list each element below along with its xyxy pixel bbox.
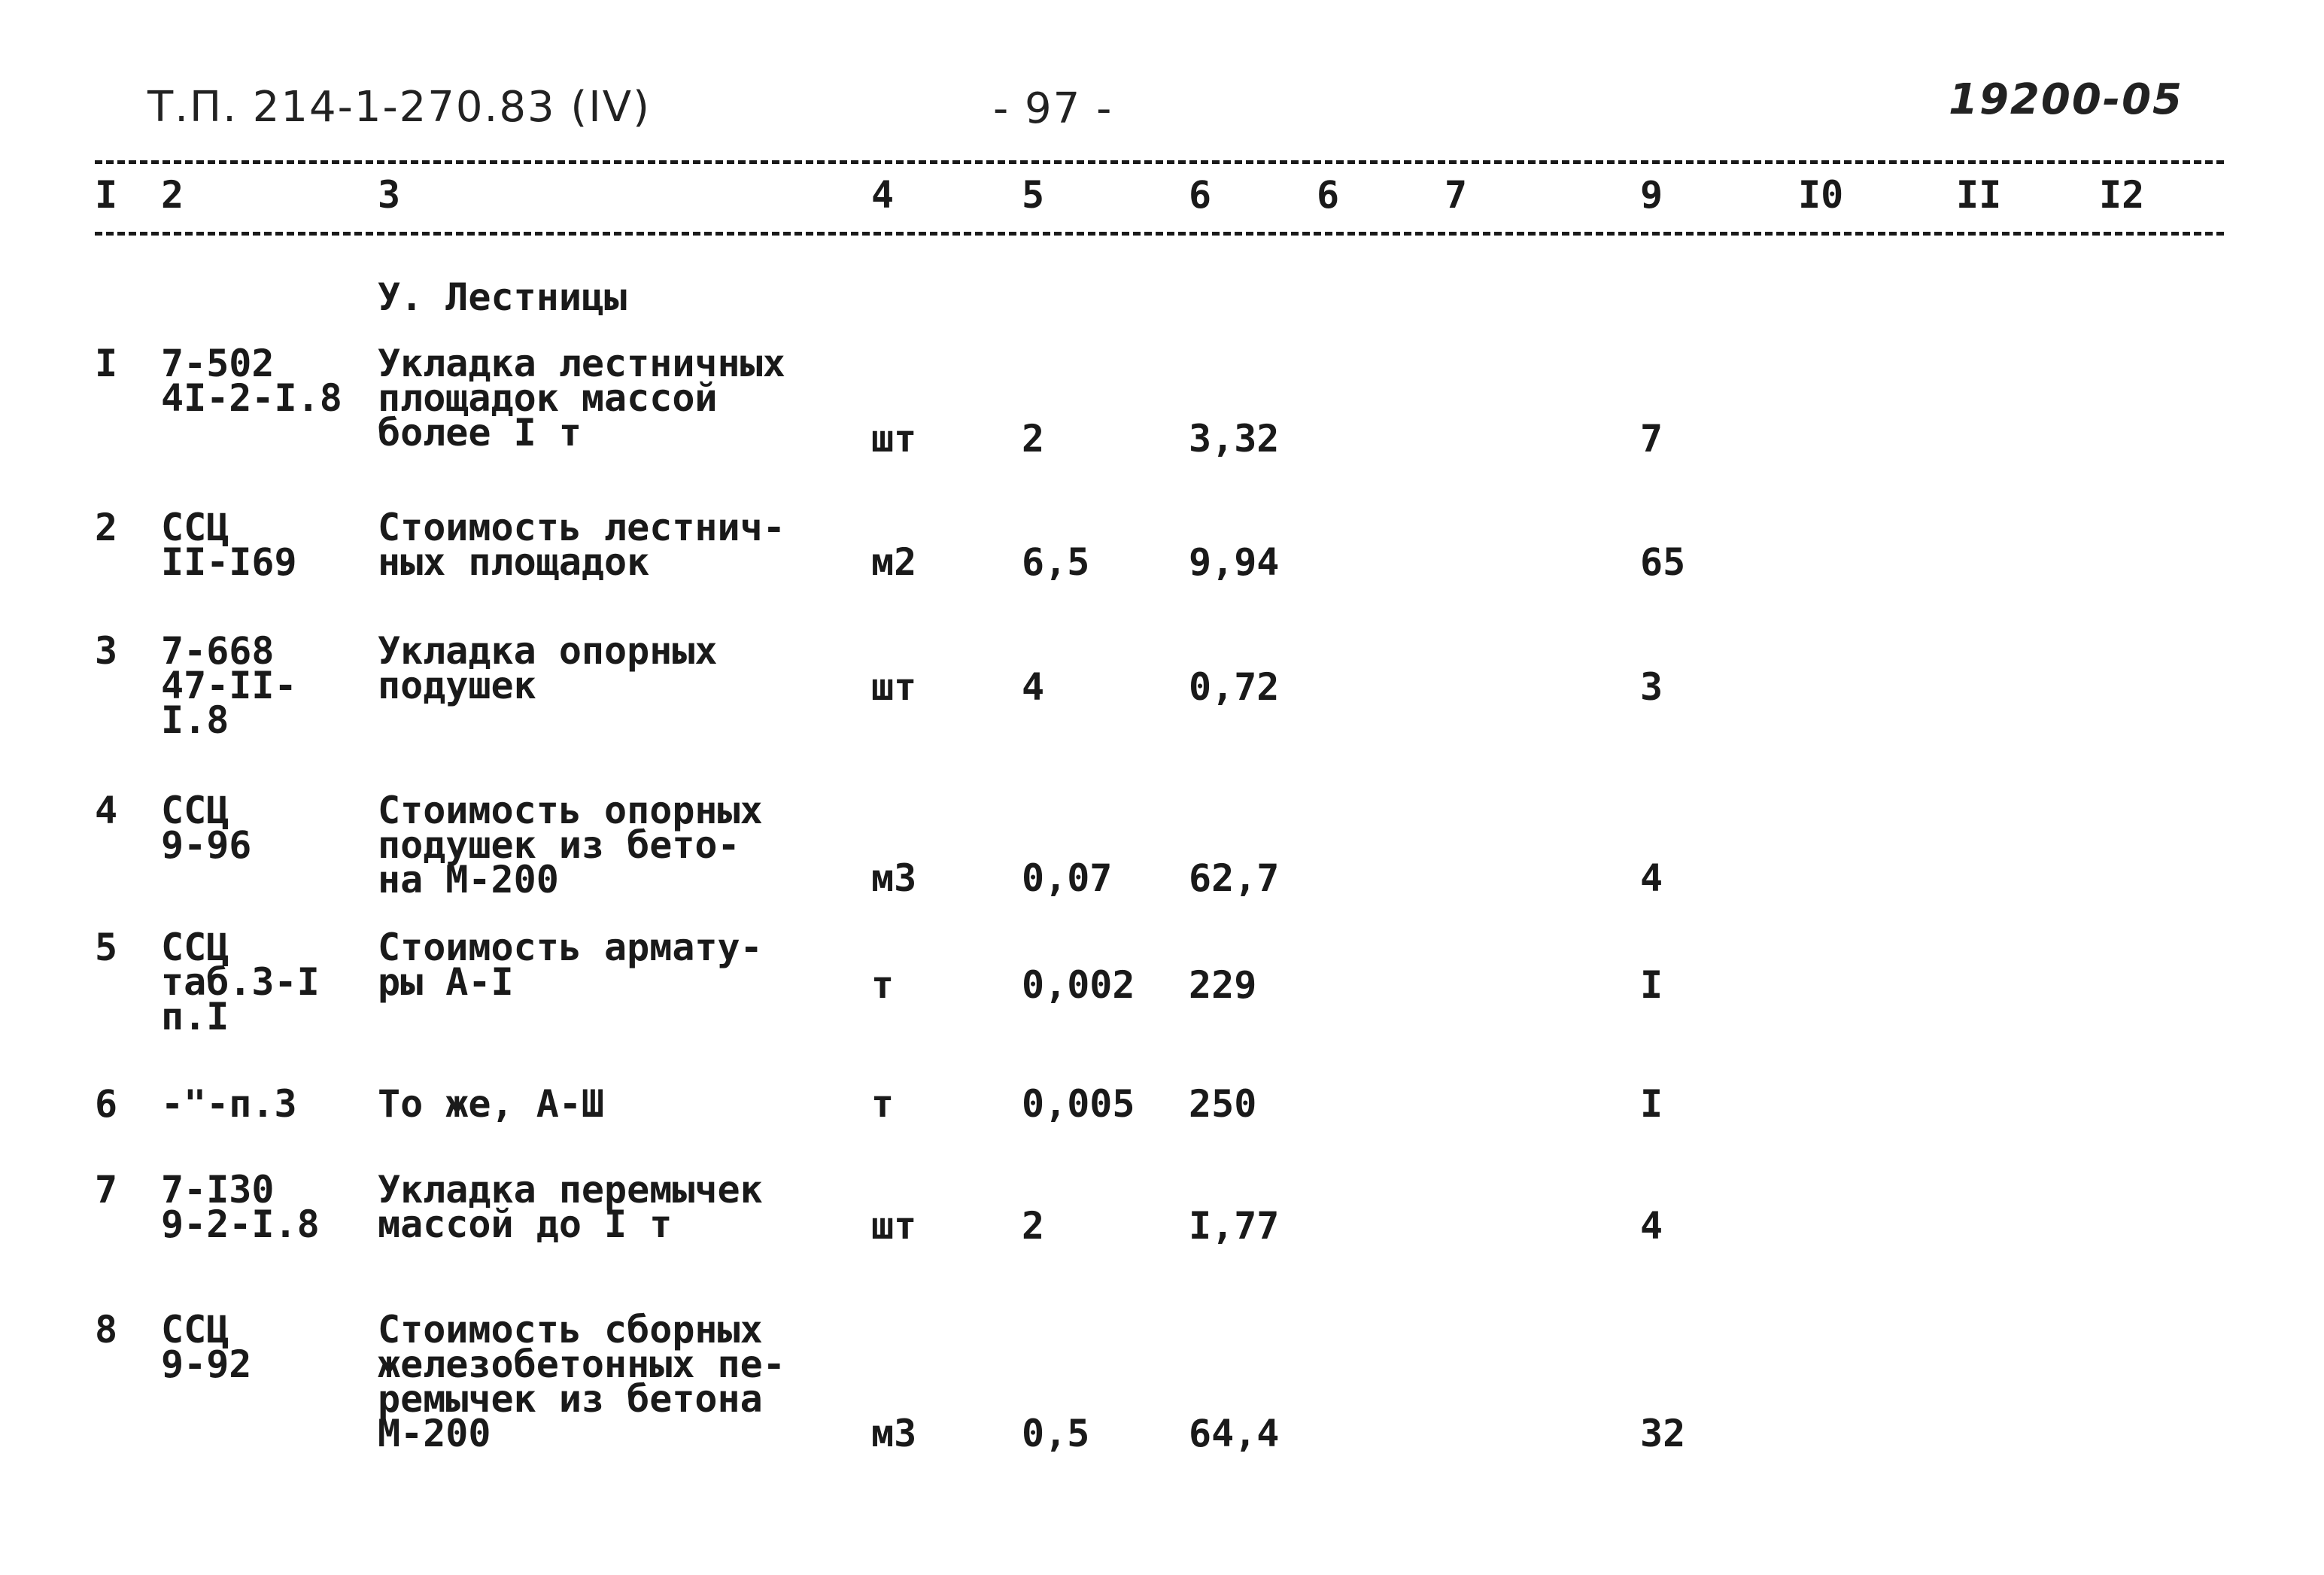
row-unit: т: [871, 963, 895, 1007]
row-unit: шт: [871, 417, 917, 461]
row-unit-price: 3,32: [1189, 417, 1280, 461]
row-unit-price: 9,94: [1189, 540, 1280, 584]
row-unit-price: 64,4: [1189, 1412, 1280, 1455]
column-header: I0: [1798, 173, 1844, 217]
column-header: 3: [378, 173, 401, 217]
row-description: Стоимость армату- ры А-I: [378, 926, 763, 1004]
column-header: 2: [161, 173, 184, 217]
header-rule-top: [95, 160, 2224, 164]
row-total: 3: [1640, 665, 1663, 709]
row-number: 6: [95, 1082, 118, 1126]
row-quantity: 6,5: [1022, 540, 1090, 584]
column-header: 6: [1317, 173, 1340, 217]
row-code: 7-I30 9-2-I.8: [161, 1168, 320, 1246]
row-total: 65: [1640, 540, 1686, 584]
row-quantity: 2: [1022, 1204, 1045, 1248]
row-quantity: 4: [1022, 665, 1045, 709]
row-description: Укладка опорных подушек: [378, 629, 718, 707]
row-code: 7-668 47-II- I.8: [161, 629, 297, 742]
row-unit-price: I,77: [1189, 1204, 1280, 1248]
row-unit: шт: [871, 665, 917, 709]
row-unit-price: 229: [1189, 963, 1257, 1007]
header-rule-bottom: [95, 232, 2224, 236]
row-quantity: 0,07: [1022, 856, 1113, 900]
row-total: 32: [1640, 1412, 1686, 1455]
row-description: Стоимость лестнич- ных площадок: [378, 506, 785, 584]
row-unit-price: 250: [1189, 1082, 1257, 1126]
row-code: 7-502 4I-2-I.8: [161, 342, 342, 420]
row-unit: т: [871, 1082, 895, 1126]
row-number: I: [95, 342, 118, 385]
column-header: 6: [1189, 173, 1212, 217]
archive-number: 19200-05: [1949, 75, 2183, 124]
row-total: 4: [1640, 856, 1663, 900]
row-unit: м3: [871, 1412, 917, 1455]
row-quantity: 0,002: [1022, 963, 1135, 1007]
section-title: У. Лестницы: [378, 275, 627, 319]
row-unit: м2: [871, 540, 917, 584]
row-code: ССЦ II-I69: [161, 506, 297, 584]
column-header: I2: [2099, 173, 2145, 217]
row-description: Стоимость опорных подушек из бето- на М-200: [378, 789, 763, 902]
row-description: Укладка перемычек массой до I т: [378, 1168, 763, 1246]
row-number: 4: [95, 789, 118, 832]
row-unit-price: 0,72: [1189, 665, 1280, 709]
row-unit: м3: [871, 856, 917, 900]
row-unit: шт: [871, 1204, 917, 1248]
row-total: I: [1640, 963, 1663, 1007]
row-quantity: 0,5: [1022, 1412, 1090, 1455]
column-header: 7: [1445, 173, 1468, 217]
row-number: 2: [95, 506, 118, 549]
row-description: Укладка лестничных площадок массой более I т: [378, 342, 785, 455]
row-quantity: 2: [1022, 417, 1045, 461]
row-number: 5: [95, 926, 118, 969]
row-code: ССЦ 9-96: [161, 789, 252, 867]
row-number: 3: [95, 629, 118, 673]
row-code: ССЦ 9-92: [161, 1308, 252, 1386]
row-number: 7: [95, 1168, 118, 1212]
row-description: Стоимость сборных железобетонных пе- ремычек из бетона М-200: [378, 1308, 785, 1455]
row-description: То же, А-Ш: [378, 1082, 605, 1126]
row-total: 7: [1640, 417, 1663, 461]
page-number: - 97 -: [993, 84, 1113, 133]
column-header: 5: [1022, 173, 1045, 217]
document-code: Т.П. 214-1-270.83 (IV): [147, 83, 651, 132]
row-unit-price: 62,7: [1189, 856, 1280, 900]
row-quantity: 0,005: [1022, 1082, 1135, 1126]
column-header: 4: [871, 173, 895, 217]
row-code: ССЦ таб.3-I п.I: [161, 926, 320, 1038]
row-total: I: [1640, 1082, 1663, 1126]
column-header: 9: [1640, 173, 1663, 217]
row-total: 4: [1640, 1204, 1663, 1248]
row-code: -"-п.3: [161, 1082, 297, 1126]
column-header: II: [1956, 173, 2002, 217]
column-header: I: [95, 173, 118, 217]
row-number: 8: [95, 1308, 118, 1352]
